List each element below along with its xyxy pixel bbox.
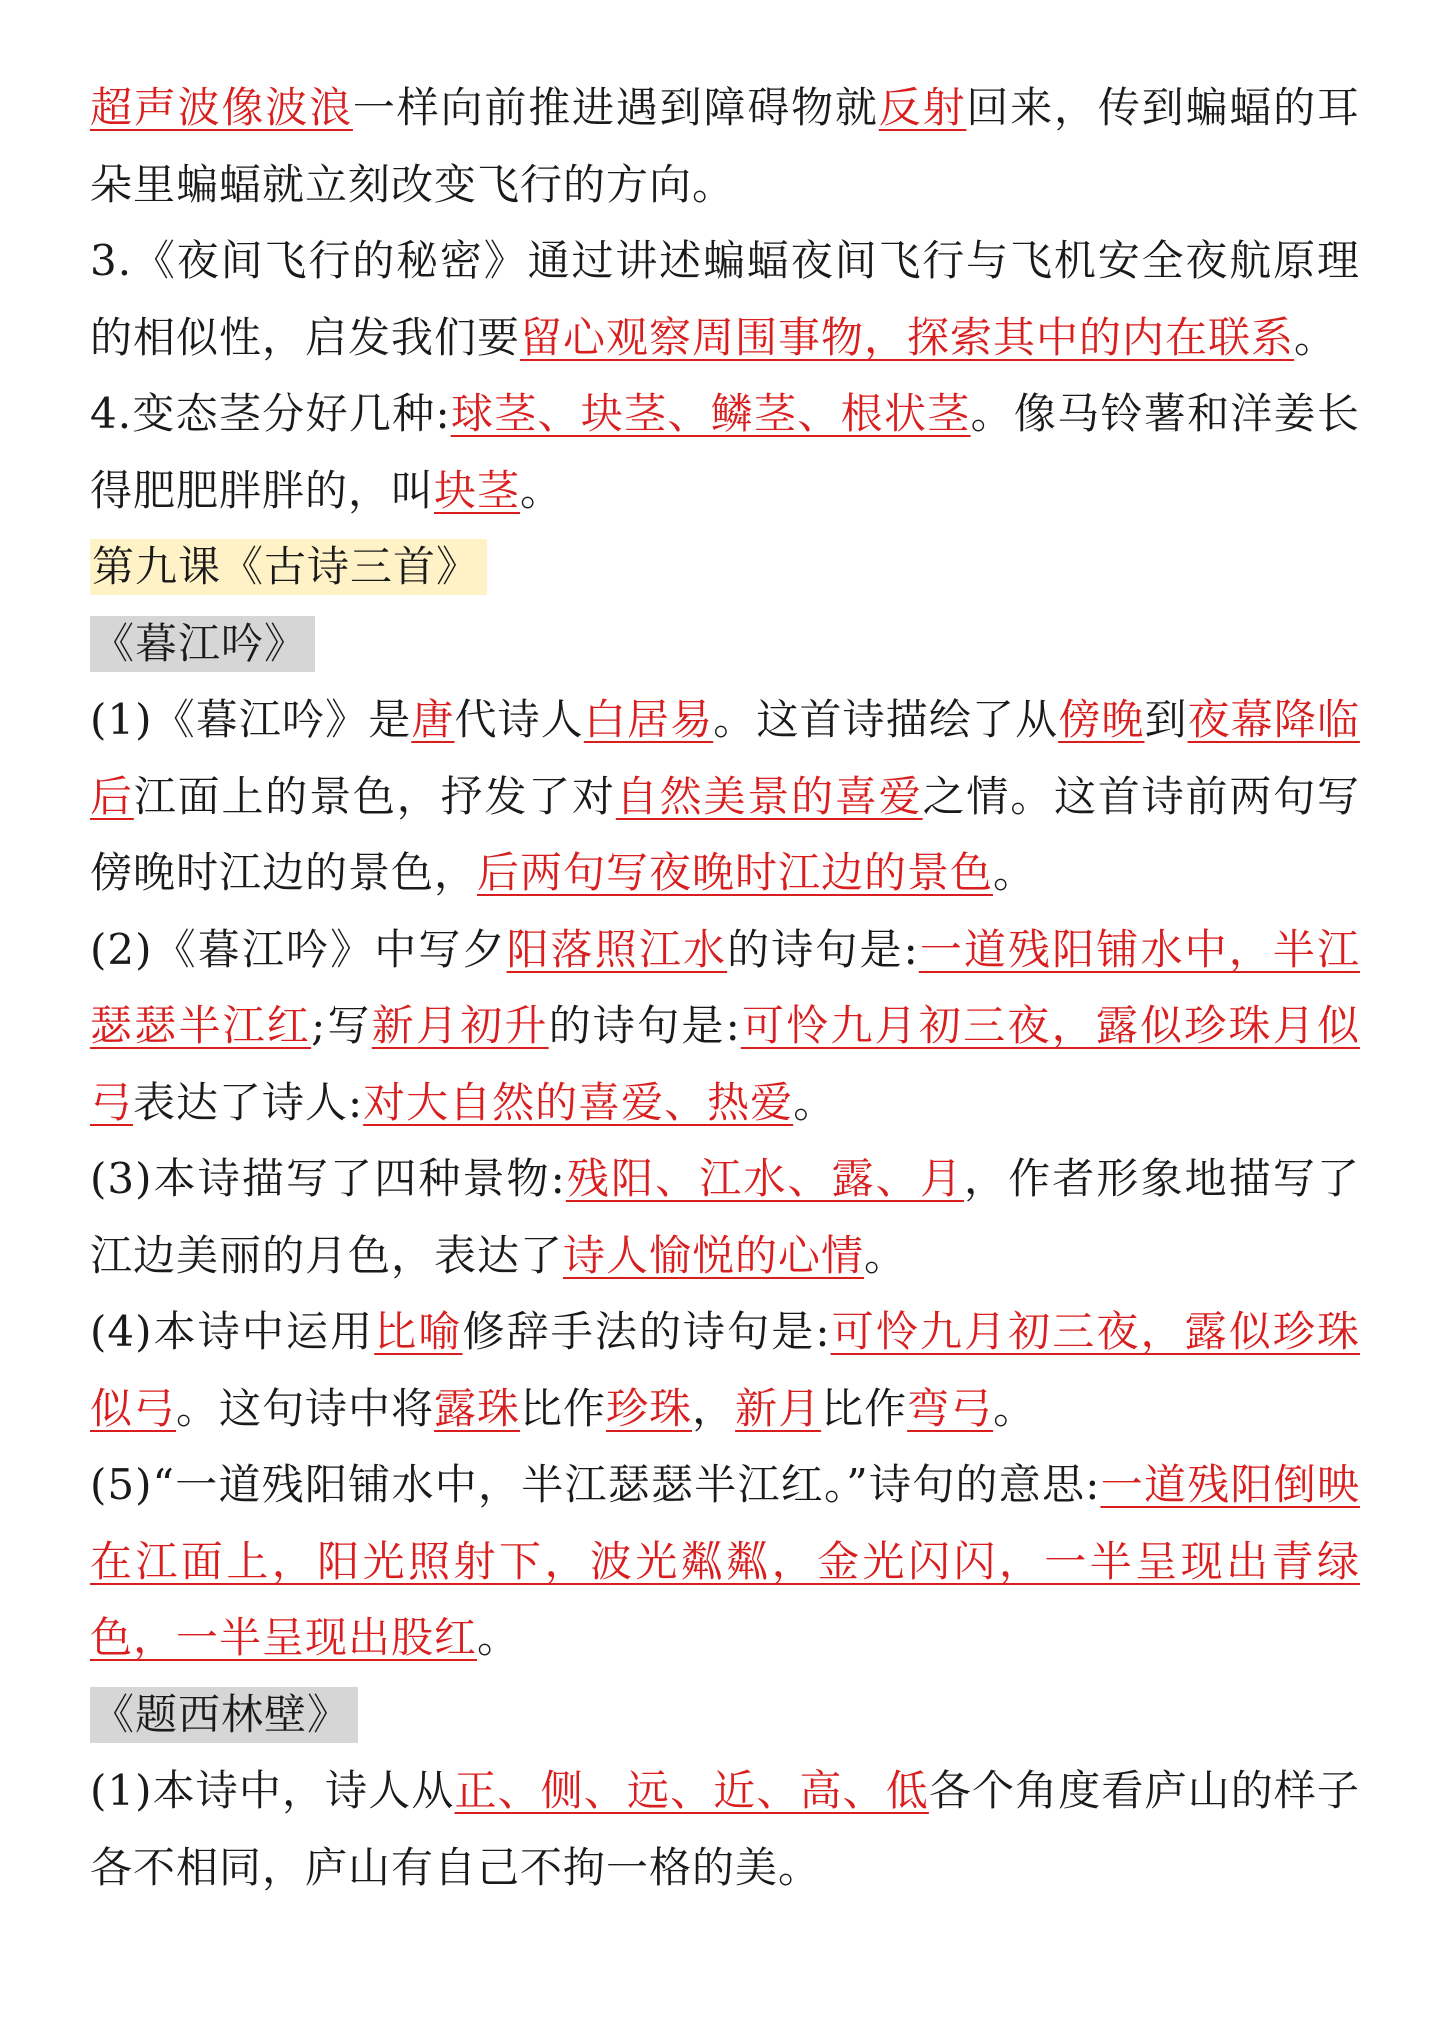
answer-text: 正、侧、远、近、高、低 [454,1766,929,1815]
body-text: 比作 [821,1383,908,1433]
body-text: 。这首诗描绘了从 [713,695,1059,744]
body-text: 江面上的景色，抒发了对 [133,771,616,821]
answer-text: 夜幕降临后 [90,695,1360,821]
answer-text: 阳落照江水 [506,924,728,974]
body-text: 4.变态茎分好几种: [90,389,451,438]
body-text: 。这句诗中将 [176,1383,435,1433]
answer-text: 自然美景的喜爱 [615,771,923,821]
body-text: 3.《夜间飞行的秘密》通过讲述蝙蝠夜间飞行与飞机安全夜航原理的相似性，启发我们要 [90,236,1360,362]
answer-text: 可怜九月初三夜，露似珍珠似弓 [90,1307,1360,1433]
body-text: 。 [864,1230,908,1280]
poem-title: 《暮江吟》 [90,616,315,672]
paragraph [90,376,1360,529]
body-text: ，作者形象地描写了江边美丽的月色，表达了 [90,1154,1360,1280]
answer-text: 球茎、块茎、鳞茎、根状茎 [450,389,971,438]
answer-text: 傍晚 [1058,695,1145,744]
body-text: (3)本诗描写了四种景物: [90,1154,566,1203]
paragraph [90,682,1360,912]
body-text: 比作 [520,1383,607,1433]
poem-heading-row [90,606,1360,683]
answer-text: 弯弓 [907,1383,994,1433]
answer-text: 诗人愉悦的心情 [563,1230,865,1280]
body-text: 代诗人 [454,695,584,744]
paragraph [90,912,1360,1142]
body-text: 。 [793,1077,837,1127]
paragraph [90,1447,1360,1677]
body-text: 。像马铃薯和洋姜长得肥肥胖胖的，叫 [90,389,1360,515]
body-text: 一样向前推进遇到障碍物就 [352,83,879,132]
lesson-heading: 第九课《古诗三首》 [90,539,487,595]
body-text: 的诗句是: [548,1001,741,1050]
document-body [90,70,1360,1906]
paragraph [90,1294,1360,1447]
answer-text: 白居易 [583,695,714,744]
answer-text: 比喻 [374,1307,463,1356]
paragraph [90,1141,1360,1294]
answer-text: 新月 [735,1383,822,1433]
body-text: (4)本诗中运用 [90,1307,375,1356]
body-text: 到 [1144,695,1188,744]
poem-heading-row [90,1677,1360,1754]
body-text: ， [692,1383,736,1433]
answer-text: 后两句写夜晚时江边的景色 [477,848,994,897]
answer-text: 留心观察周围事物，探索其中的内在联系 [520,312,1295,362]
answer-text: 对大自然的喜爱、热爱 [363,1077,794,1127]
answer-text: 可怜九月初三夜，露似珍珠月似弓 [90,1001,1360,1127]
body-text: 的诗句是: [727,924,919,974]
answer-text: 一道残阳倒映在江面上，阳光照射下，波光粼粼，金光闪闪，一半呈现出青绿色，一半呈现出股红 [90,1460,1360,1662]
body-text: 回来，传到蝙蝠的耳朵里蝙蝠就立刻改变飞行的方向。 [90,83,1360,209]
answer-text: 露珠 [434,1383,521,1433]
answer-text: 反射 [878,83,967,132]
paragraph [90,70,1360,223]
answer-text: 唐 [411,695,455,744]
body-text: ;写 [311,1001,372,1050]
body-text: (1)本诗中，诗人从 [90,1766,455,1815]
body-text: 修辞手法的诗句是: [462,1307,831,1356]
answer-text: 珍珠 [606,1383,693,1433]
paragraph [90,1753,1360,1906]
body-text: (1)《暮江吟》是 [90,695,412,744]
answer-text: 超声波像波浪 [90,83,353,132]
body-text: 。 [993,848,1037,897]
body-text: 。 [477,1613,521,1662]
paragraph [90,223,1360,376]
answer-text: 新月初升 [371,1001,549,1050]
answer-text: 块茎 [434,465,521,515]
body-text: 表达了诗人: [133,1077,364,1127]
poem-title: 《题西林壁》 [90,1687,358,1743]
answer-text: 残阳、江水、露、月 [565,1154,965,1203]
body-text: 。 [993,1383,1037,1433]
body-text: 。 [1294,312,1338,362]
body-text: 。 [520,465,564,515]
body-text: (5)“一道残阳铺水中，半江瑟瑟半江红。”诗句的意思: [90,1460,1101,1509]
body-text: 之情。这首诗前两句写傍晚时江边的景色， [90,771,1360,897]
body-text: (2)《暮江吟》中写夕 [90,924,507,974]
lesson-heading-row [90,529,1360,606]
answer-text: 一道残阳铺水中，半江瑟瑟半江红 [90,924,1360,1050]
body-text: 各个角度看庐山的样子各不相同，庐山有自己不拘一格的美。 [90,1766,1360,1892]
